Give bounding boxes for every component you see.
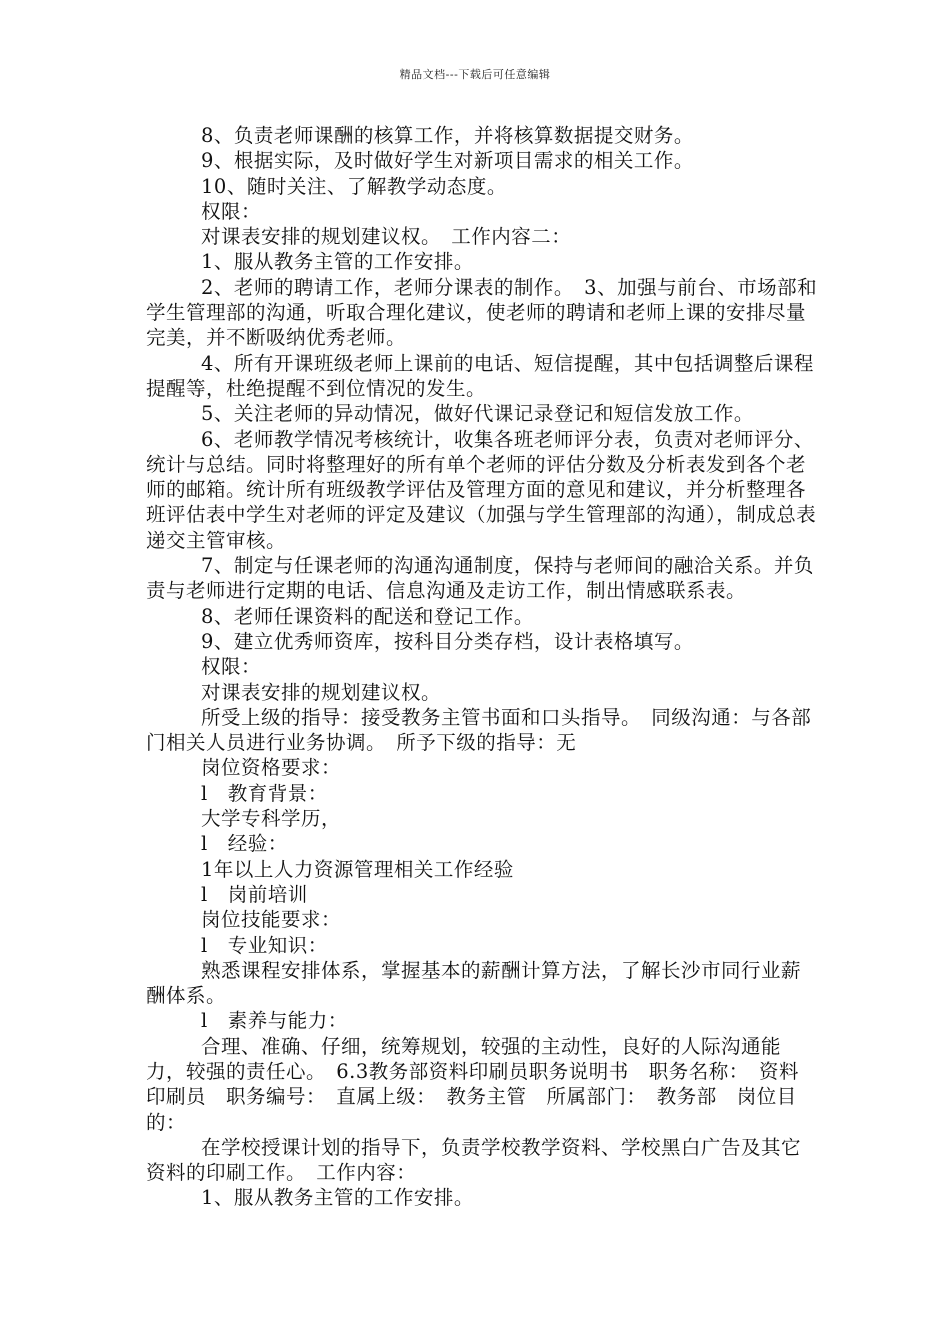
paragraph: 1、服从教务主管的工作安排。 xyxy=(201,1186,474,1210)
paragraph: 岗位技能要求： xyxy=(201,908,342,932)
paragraph: 7、制定与任课老师的沟通沟通制度，保持与老师间的融洽关系。并负责与老师进行定期的电话、信息沟通及走访工作，制出情感联系表。 xyxy=(146,554,814,603)
paragraph: 8、老师任课资料的配送和登记工作。 xyxy=(201,604,534,628)
paragraph: 对课表安排的规划建议权。 工作内容二： xyxy=(201,225,572,249)
paragraph: 6、老师教学情况考核统计，收集各班老师评分表，负责对老师评分、统计与总结。同时将整理好的所有单个老师的评估分数及分析表发到各个老师的邮箱。统计所有班级教学评估及管理方面的意见和建议，并分析整理各班评估表中学生对老师的评定及建议（加强与学生管理部的沟通），制成总表递交主管审核。 xyxy=(146,427,817,552)
paragraph: 5、关注老师的异动情况，做好代课记录登记和短信发放工作。 xyxy=(201,402,754,426)
paragraph: 熟悉课程安排体系，掌握基本的薪酬计算方法，了解长沙市同行业薪酬体系。 xyxy=(146,958,802,1008)
paragraph: 4、所有开课班级老师上课前的电话、短信提醒，其中包括调整后课程提醒等，杜绝提醒不到位情况的发生。 xyxy=(146,351,814,400)
paragraph: 2、老师的聘请工作，老师分课表的制作。 3、加强与前台、市场部和学生管理部的沟通，听取合理化建议，使老师的聘请和老师上课的安排尽量完美，并不断吸纳优秀老师。 xyxy=(146,275,818,350)
paragraph: 1年以上人力资源管理相关工作经验 xyxy=(201,857,514,881)
paragraph: 9、根据实际，及时做好学生对新项目需求的相关工作。 xyxy=(201,149,694,173)
paragraph: 8、负责老师课酬的核算工作，并将核算数据提交财务。 xyxy=(201,124,694,147)
paragraph: 9、建立优秀师资库，按科目分类存档，设计表格填写。 xyxy=(201,629,694,653)
paragraph: 合理、准确、仔细，统筹规划，较强的主动性，良好的人际沟通能力，较强的责任心。 6.3教务部资料印刷员职务说明书 职务名称： 资料印刷员 职务编号： 直属上级： 教务主管 所属部门： 教务部 岗位目的： xyxy=(146,1034,800,1134)
paragraph: l 岗前培训 xyxy=(201,882,308,906)
paragraph: 在学校授课计划的指导下，负责学校教学资料、学校黑白广告及其它资料的印刷工作。 工作内容： xyxy=(146,1135,802,1185)
paragraph: l 教育背景： xyxy=(201,781,328,805)
paragraph: 所受上级的指导：接受教务主管书面和口头指导。 同级沟通：与各部门相关人员进行业务协调。 所予下级的指导：无 xyxy=(146,705,812,755)
document-body xyxy=(146,123,818,1211)
paragraph: 对课表安排的规划建议权。 xyxy=(201,680,442,704)
paragraph: 岗位资格要求： xyxy=(201,756,342,780)
paragraph: l 经验： xyxy=(201,832,288,856)
paragraph: l 专业知识： xyxy=(201,933,328,957)
paragraph: 10、随时关注、了解教学动态度。 xyxy=(201,174,507,198)
paragraph: 大学专科学历， xyxy=(201,807,342,831)
page-header: 精品文档---下载后可任意编辑 xyxy=(399,68,551,81)
paragraph: l 素养与能力： xyxy=(201,1009,348,1033)
paragraph: 1、服从教务主管的工作安排。 xyxy=(201,250,474,274)
paragraph: 权限： xyxy=(201,655,262,679)
paragraph: 权限： xyxy=(201,199,262,223)
